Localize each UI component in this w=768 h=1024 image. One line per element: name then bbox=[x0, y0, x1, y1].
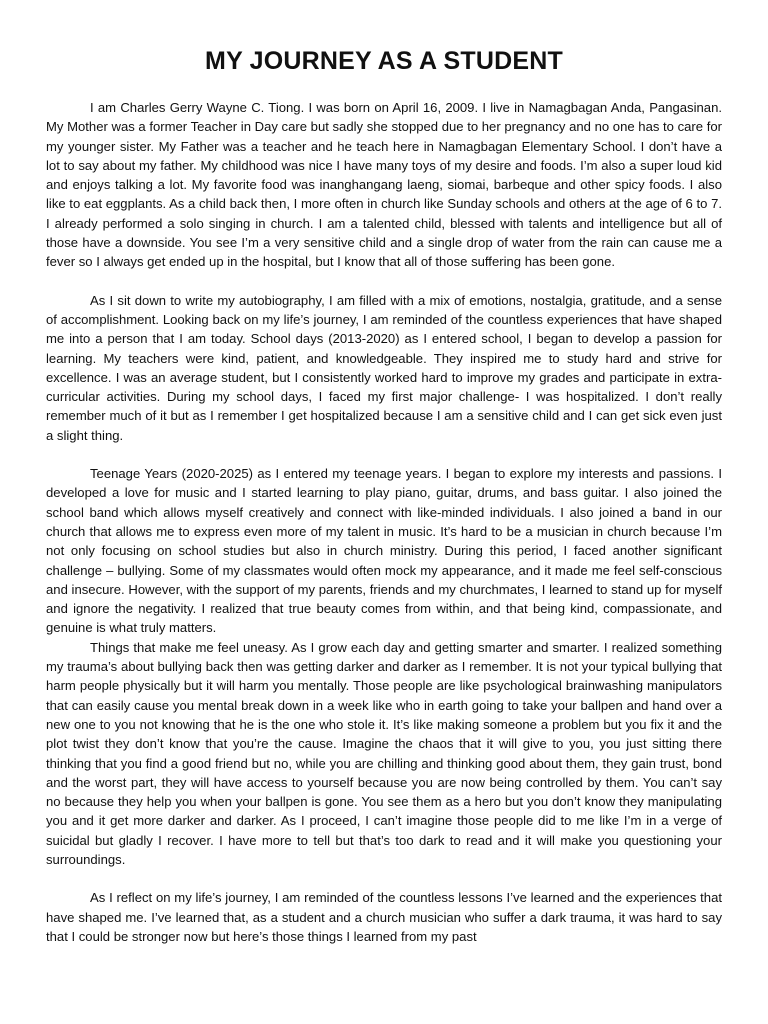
paragraph-teenage-years: Teenage Years (2020-2025) as I entered my teenage years. I began to explore my interests and passions. I developed a love for music and I started learning to play piano, guitar, drums, and bass guitar. I also joined the school band which allows myself creatively and connect with like-minded individuals. I also joined a band in our church that allows me to express even more of my talent in music. It’s hard to be a musician in church because I’m not only focusing on school studies but also in church ministry. During this period, I faced another significant challenge – bullying. Some of my classmates would often mock my appearance, and it made me feel self-conscious and insecure. However, with the support of my parents, friends and my churchmates, I learned to stand up for myself and ignore the negativity. I realized that true beauty comes from within, and that being kind, compassionate, and genuine is what truly matters. bbox=[46, 466, 722, 636]
paragraph-intro: I am Charles Gerry Wayne C. Tiong. I was born on April 16, 2009. I live in Namagbagan Anda, Pangasinan. My Mother was a former Teacher in Day care but sadly she stopped due to her pregnancy and no one has to care for my younger sister. My Father was a teacher and he teach here in Namagbagan Elementary School. I don’t have a lot to say about my father. My childhood was nice I have many toys of my desire and foods. I’m also a super loud kid and enjoys talking a lot. My favorite food was inanghangang laeng, siomai, barbeque and other spicy foods. I also like to eat eggplants. As a child back then, I more often in church like Sunday schools and others at the age of 6 to 7. I already performed a solo singing in church. I am a talented child, blessed with talents and intelligence but all of those have a downside. You see I’m a very sensitive child and a single drop of water from the rain can cause me a fever so I always get ended up in the hospital, but I know that all of those suffering has been gone. bbox=[46, 100, 722, 270]
paragraph-uneasy: Things that make me feel uneasy. As I grow each day and getting smarter and smarter. I realized something my trauma’s about bullying back then was getting darker and darker as I remember. It is not your typical bullying that harm people physically but it will harm you mentally. Those people are like psychological brainwashing manipulators that can easily cause you mental break down in a week like who in earth going to take your ballpen and hand over a new one to you not knowing that he is the one who stole it. It’s like making someone a problem but you fix it and the plot twist they don’t know that you’re the cause. Imagine the chaos that it will give to you, you just sitting there thinking that you find a good friend but no, while you are chilling and thinking good about them, they gain trust, bond and the worst part, they will have access to yourself because you are now being controlled by them. You can’t say no because they help you when your ballpen is gone. You see them as a hero but you don’t know they manipulating you and it get more darker and darker. As I proceed, I can’t imagine those people did to me like I’m in a verge of suicidal but gladly I recover. I have more to tell but that’s too dark to read and it will make you questioning your surroundings. bbox=[46, 639, 722, 867]
paragraph-gap bbox=[46, 445, 722, 464]
document-title: MY JOURNEY AS A STUDENT bbox=[205, 47, 563, 75]
paragraph-school-days: As I sit down to write my autobiography, I am filled with a mix of emotions, nostalgia, gratitude, and a sense of accomplishment. Looking back on my life’s journey, I am reminded of the countless experiences that have shaped me into a person that I am today. School days (2013-2020) as I entered school, I began to develop a passion for learning. My teachers were kind, patient, and knowledgeable. They inspired me to study hard and strive for excellence. I was an average student, but I consistently worked hard to improve my grades and participate in extra-curricular activities. During my school days, I faced my first major challenge- I was hospitalized. I don’t really remember much of it but as I remember I get hospitalized because I am a sensitive child and I can get sick even just a slight thing. bbox=[46, 292, 722, 443]
paragraph-reflection: As I reflect on my life’s journey, I am reminded of the countless lessons I’ve learned and the experiences that have shaped me. I’ve learned that, as a student and a church musician who suffer a dark trauma, it was hard to say that I could be stronger now but here’s those things I learned from my past bbox=[46, 890, 722, 944]
paragraph-gap bbox=[46, 869, 722, 888]
paragraph-gap bbox=[46, 272, 722, 291]
